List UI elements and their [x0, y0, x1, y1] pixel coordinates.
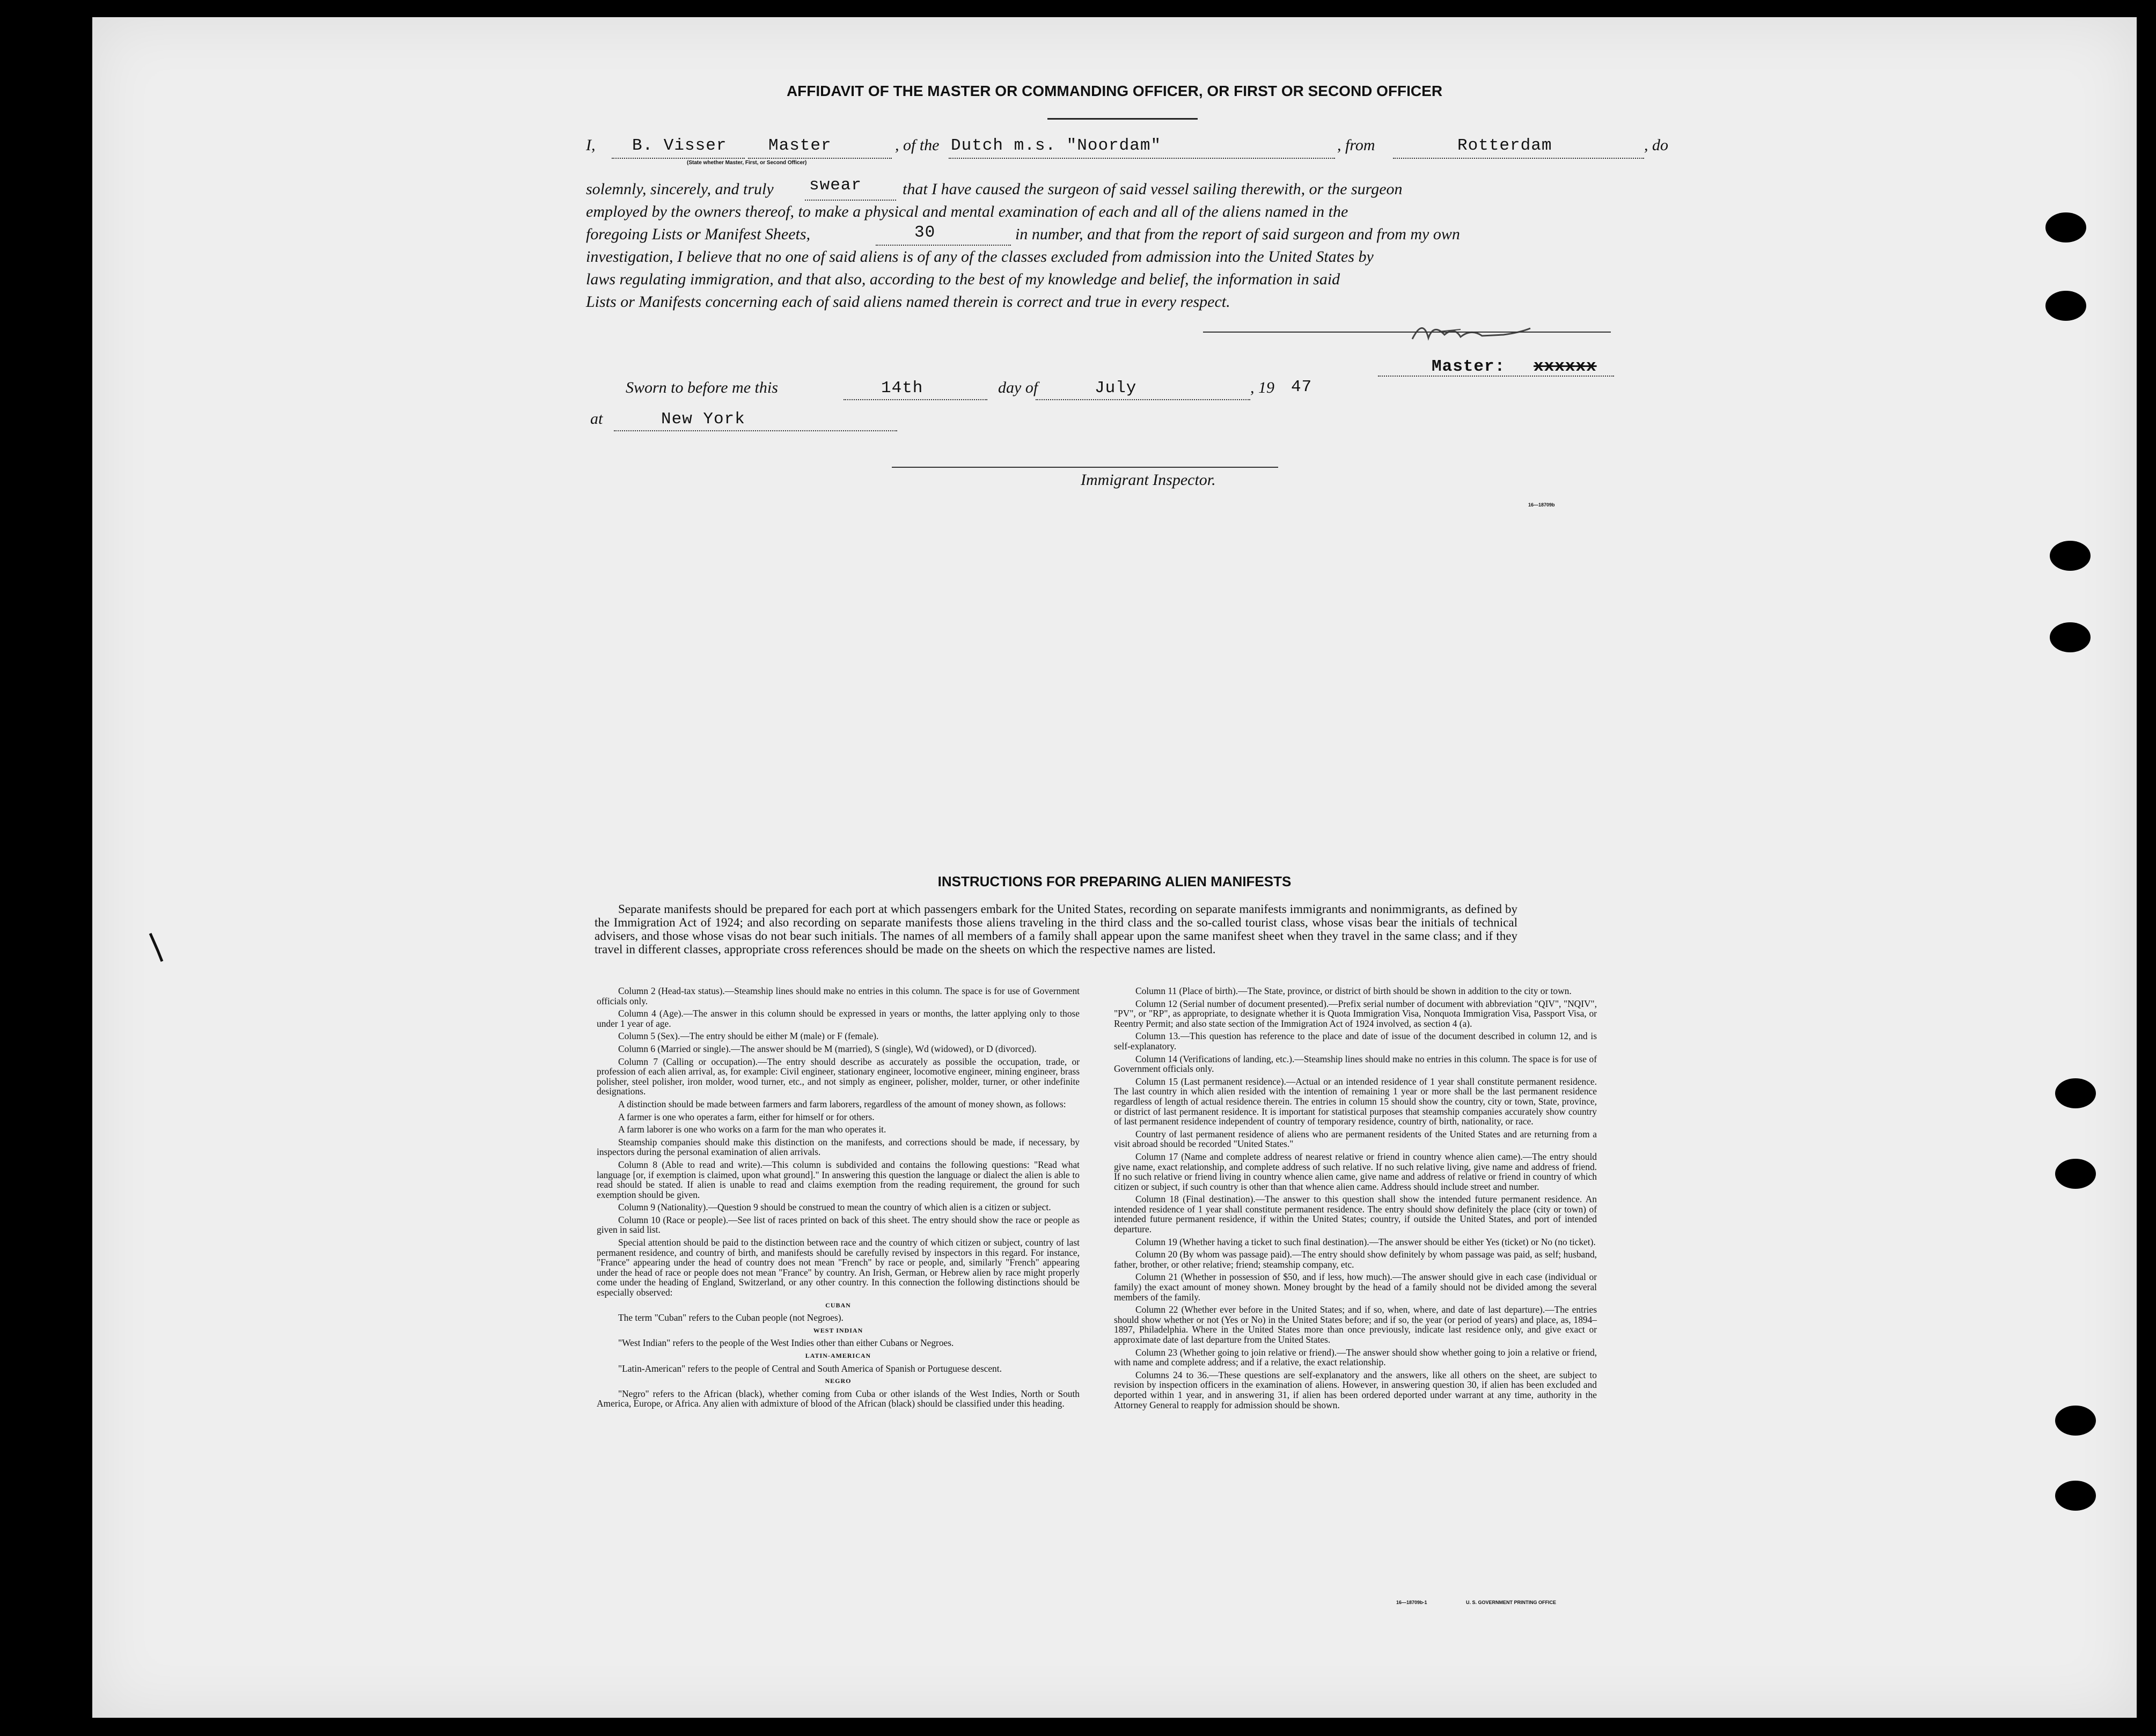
form-number: 16—18709b	[1528, 502, 1555, 507]
sworn-month: July	[1095, 379, 1137, 398]
instructions-right-column	[1114, 986, 1597, 1413]
right-para-7: Column 17 (Name and complete address of nearest relative or friend in country whence alien came).—The entry should give name, exact relationship, and complete address of such relative. If no such relative living, give name and address of friend. If no such relative or friend living in country whence alien came, give name and address of relative or friend in country of which citizen or subject, if such country is other than that whence alien came. Address should include street and number.	[1114, 1151, 1597, 1192]
west-indian-text: "West Indian" refers to the people of the West Indies other than either Cubans or Negroes.	[618, 1337, 954, 1349]
left-para-1: Column 2 (Head-tax status).—Steamship lines should make no entries in this column. The space is for use of Government officials only.	[597, 985, 1080, 1006]
oath-line	[805, 176, 896, 201]
sworn-day-line	[844, 379, 987, 400]
left-para-7: A farmer is one who operates a farm, either for himself or for others.	[618, 1111, 875, 1122]
day-of-label: day of	[998, 379, 1038, 396]
punch-hole	[2045, 291, 2086, 321]
left-para-5: Column 7 (Calling or occupation).—The entry should describe as accurately as possible the occupation, trade, or profession of each alien arrival, as, for example: Civil engineer, stationary engineer, locomotive engineer, mining engineer, brass polisher, steel polisher, iron molder, wood turner, etc., and not simply as engineer, polisher, molder, turner, or other indefinite designations.	[597, 1056, 1080, 1097]
line2-end: that I have caused the surgeon of said vessel sailing therewith, or the surgeon	[903, 180, 1403, 198]
right-para-5: Column 15 (Last permanent residence).—Actual or an intended residence of 1 year shall constitute permanent residence. The last country in which alien resided with the intention of remaining 1 year or more shall be the last permanent residence regardless of length of actual residence therein. The entries in column 15 should show the country, city or town, State, province, or district of last permanent residence. It is important for statistical purposes that steamship companies accurately show country of last permanent residence independent of country of temporary residence, country of birth, nationality, or race.	[1114, 1076, 1597, 1127]
instructions-left-column	[597, 986, 1080, 1411]
right-para-14: Columns 24 to 36.—These questions are self-explanatory and the answers, like all others on the sheet, are subject to revision by inspection officers in the examination of aliens. However, in answering question 30, if alien has been excluded and deported within 1 year, and in answering 31, if alien has been ordered deported under warrant at any time, authority in the Attorney General to reapply for admission should be shown.	[1114, 1369, 1597, 1410]
rank-hint: (State whether Master, First, or Second Officer)	[687, 160, 807, 166]
left-para-11: Column 9 (Nationality).—Question 9 should be construed to mean the country of which alien is a citizen or subject.	[618, 1202, 1051, 1213]
latin-heading: LATIN-AMERICAN	[805, 1352, 871, 1359]
footer-office: U. S. GOVERNMENT PRINTING OFFICE	[1466, 1600, 1557, 1605]
cuban-text: The term "Cuban" refers to the Cuban people (not Negroes).	[618, 1312, 844, 1323]
at-label: at	[590, 410, 603, 428]
punch-hole	[2055, 1481, 2096, 1511]
right-para-9: Column 19 (Whether having a ticket to such final destination).—The answer should be either Yes (ticket) or No (no ticket).	[1135, 1236, 1596, 1247]
line4-end: in number, and that from the report of said surgeon and from my own	[1015, 225, 1460, 243]
document-page	[92, 17, 2137, 1718]
right-para-11: Column 21 (Whether in possession of $50, and if less, how much).—The answer should give in each case (individual or family) the exact amount of money shown. Money brought by the head of a family should not be divided among the several members of the family.	[1114, 1271, 1597, 1303]
line3: employed by the owners thereof, to make a physical and mental examination of each and all of the aliens named in the	[586, 203, 1348, 220]
sworn-label: Sworn to before me this	[626, 379, 778, 396]
affidavit-title: AFFIDAVIT OF THE MASTER OR COMMANDING OFFICER, OR FIRST OR SECOND OFFICER	[786, 83, 1443, 99]
punch-hole	[2055, 1159, 2096, 1189]
left-para-10: Column 8 (Able to read and write).—This column is subdivided and contains the following questions: "Read what language [or, if exemption is claimed, upon what ground]." In answering this question the language or dialect the alien is able to read should be stated. If alien is unable to read and claims exemption from the reading requirement, the ground for such exemption should be given.	[597, 1159, 1080, 1200]
sworn-year: 47	[1291, 378, 1312, 396]
right-para-10: Column 20 (By whom was passage paid).—The entry should show definitely by whom passage was paid, as self; husband, father, brother, or other relative; friend; steamship company, etc.	[1114, 1249, 1597, 1270]
i-label: I,	[586, 136, 596, 154]
rank-value: Master	[768, 136, 832, 155]
signature-rule	[1203, 332, 1611, 333]
from-label: , from	[1337, 136, 1375, 154]
name-line	[612, 136, 745, 159]
right-para-4: Column 14 (Verifications of landing, etc.).—Steamship lines should make no entries in this column. The space is for use of Government officials only.	[1114, 1053, 1597, 1075]
vessel-value: Dutch m.s. "Noordam"	[951, 136, 1162, 155]
right-para-1: Column 11 (Place of birth).—The State, province, or district of birth should be shown in addition to the city or town.	[1135, 985, 1572, 996]
right-para-13: Column 23 (Whether going to join relative or friend).—The answer should show whether going to join a relative or friend, with name and complete address; and if a relative, the exact relationship.	[1114, 1347, 1597, 1368]
year-prefix: , 19	[1250, 379, 1274, 396]
sheets-value: 30	[914, 223, 936, 242]
negro-heading: NEGRO	[825, 1377, 852, 1385]
punch-hole	[2050, 622, 2091, 652]
punch-hole	[2045, 212, 2086, 242]
vessel-line	[949, 136, 1335, 159]
sworn-place: New York	[661, 410, 745, 429]
left-para-8: A farm laborer is one who works on a farm for the man who operates it.	[618, 1124, 886, 1135]
punch-hole	[2055, 1406, 2096, 1436]
line4-start: foregoing Lists or Manifest Sheets,	[586, 225, 811, 243]
right-para-12: Column 22 (Whether ever before in the United States; and if so, when, where, and date of last departure).—The entries should show whether or not (Yes or No) in the United States before; and if so, the year (or period of years) and place, as, 1894–1897, Philadelphia. Where in the United States more than once previously, indicate last residence only, and give exact or approximate date of last departure from the United States.	[1114, 1304, 1597, 1345]
left-para-9: Steamship companies should make this distinction on the manifests, and corrections should be made, if necessary, by inspectors during the personal examination of alien arrivals.	[597, 1136, 1080, 1158]
oath-value: swear	[809, 176, 862, 195]
signature-title: Master:	[1432, 357, 1506, 376]
master-signature	[1391, 307, 1616, 355]
sworn-day: 14th	[881, 379, 923, 398]
line5: investigation, I believe that no one of said aliens is of any of the classes excluded from admission into the United States by	[586, 248, 1374, 266]
left-para-3: Column 5 (Sex).—The entry should be either M (male) or F (female).	[618, 1031, 879, 1042]
signature-title-struck: xxxxxx	[1534, 357, 1597, 376]
port-line	[1393, 136, 1644, 159]
line6: laws regulating immigration, and that also, according to the best of my knowledge and belief, the information in said	[586, 270, 1340, 288]
cuban-heading: CUBAN	[825, 1301, 851, 1309]
title-rule	[1047, 118, 1198, 120]
rank-line	[748, 136, 892, 159]
of-the-label: , of the	[895, 136, 940, 154]
sworn-place-line	[614, 410, 897, 431]
right-para-2: Column 12 (Serial number of document presented).—Prefix serial number of document with abbreviation "QIV", "NQIV", "PV", or "RP", as appropriate, to designate whether it is Quota Immigration Visa, Nonquota Immigration Visa, Passport Visa, or Reentry Permit; and also state section of the Immigration Act of 1924 involved, as section 4 (a).	[1114, 998, 1597, 1029]
right-para-6: Country of last permanent residence of aliens who are permanent residents of the United States and are returning from a visit abroad should be recorded "United States."	[1114, 1128, 1597, 1150]
sworn-month-line	[1036, 379, 1250, 400]
port-value: Rotterdam	[1457, 136, 1552, 155]
right-para-8: Column 18 (Final destination).—The answer to this question shall show the intended future permanent residence. An intended residence of 1 year shall constitute permanent residence. The entry should show definitely the place (city or town) of intended future permanent residence, if within the United States; country, if outside the United States, and port of intended departure.	[1114, 1194, 1597, 1235]
inspector-rule	[892, 467, 1278, 468]
right-para-3: Column 13.—This question has reference to the place and date of issue of the document described in column 12, and is self-explanatory.	[1114, 1031, 1597, 1051]
left-para-4: Column 6 (Married or single).—The answer should be M (married), S (single), Wd (widowed), or D (divorced).	[618, 1043, 1037, 1054]
left-para-2: Column 4 (Age).—The answer in this column should be expressed in years or months, the latter applying only to those under 1 year of age.	[597, 1008, 1080, 1029]
line2-start: solemnly, sincerely, and truly	[586, 180, 774, 198]
footer-form: 16—18709b-1	[1396, 1600, 1427, 1605]
punch-hole	[2050, 541, 2091, 571]
instructions-intro: Separate manifests should be prepared for each port at which passengers embark for the United States, recording on separate manifests immigrants and nonimmigrants, as defined by the Immigration Act of 1924; and also recording on separate manifests those aliens traveling in the third class and the so-called tourist class, whose visas bear the initials of technical advisers, and those whose visas do not bear such initials. The names of all members of a family shall appear upon the same manifest sheet when they travel in the same class; and if they travel in different classes, appropriate cross references should be made on the sheets on which the respective names are listed.	[595, 902, 1517, 956]
negro-text: "Negro" refers to the African (black), whether coming from Cuba or other islands of the West Indies, North or South America, Europe, or Africa. Any alien with admixture of blood of the African (black) should be classified under this heading.	[597, 1388, 1080, 1409]
latin-text: "Latin-American" refers to the people of Central and South America of Spanish or Portuguese descent.	[618, 1363, 1002, 1374]
sheets-line	[876, 223, 1011, 246]
stray-mark	[146, 929, 167, 967]
left-para-13: Special attention should be paid to the distinction between race and the country of which citizen or subject, country of last permanent residence, and country of birth, and manifests should be carefully revised by inspectors in this regard. For instance, "France" appearing under the head of country does not mean "French" by race or people, and, similarly "French" appearing under the head of race or people does not mean "France" by country. An Irish, German, or Hebrew alien by race might properly come under the heading of England, Switzerland, or any other country. In this connection the following distinctions should be especially observed:	[597, 1237, 1080, 1298]
inspector-label: Immigrant Inspector.	[1081, 471, 1216, 489]
do-label: , do	[1644, 136, 1668, 154]
left-para-6: A distinction should be made between farmers and farm laborers, regardless of the amount of money shown, as follows:	[618, 1098, 1066, 1109]
line7: Lists or Manifests concerning each of said aliens named therein is correct and true in every respect.	[586, 293, 1230, 311]
signature-title-line	[1378, 357, 1614, 377]
west-indian-heading: WEST INDIAN	[813, 1326, 863, 1334]
instructions-title: INSTRUCTIONS FOR PREPARING ALIEN MANIFESTS	[937, 873, 1292, 889]
punch-hole	[2055, 1078, 2096, 1108]
name-value: B. Visser	[632, 136, 727, 155]
left-para-12: Column 10 (Race or people).—See list of races printed on back of this sheet. The entry should show the race or people as given in said list.	[597, 1214, 1080, 1235]
